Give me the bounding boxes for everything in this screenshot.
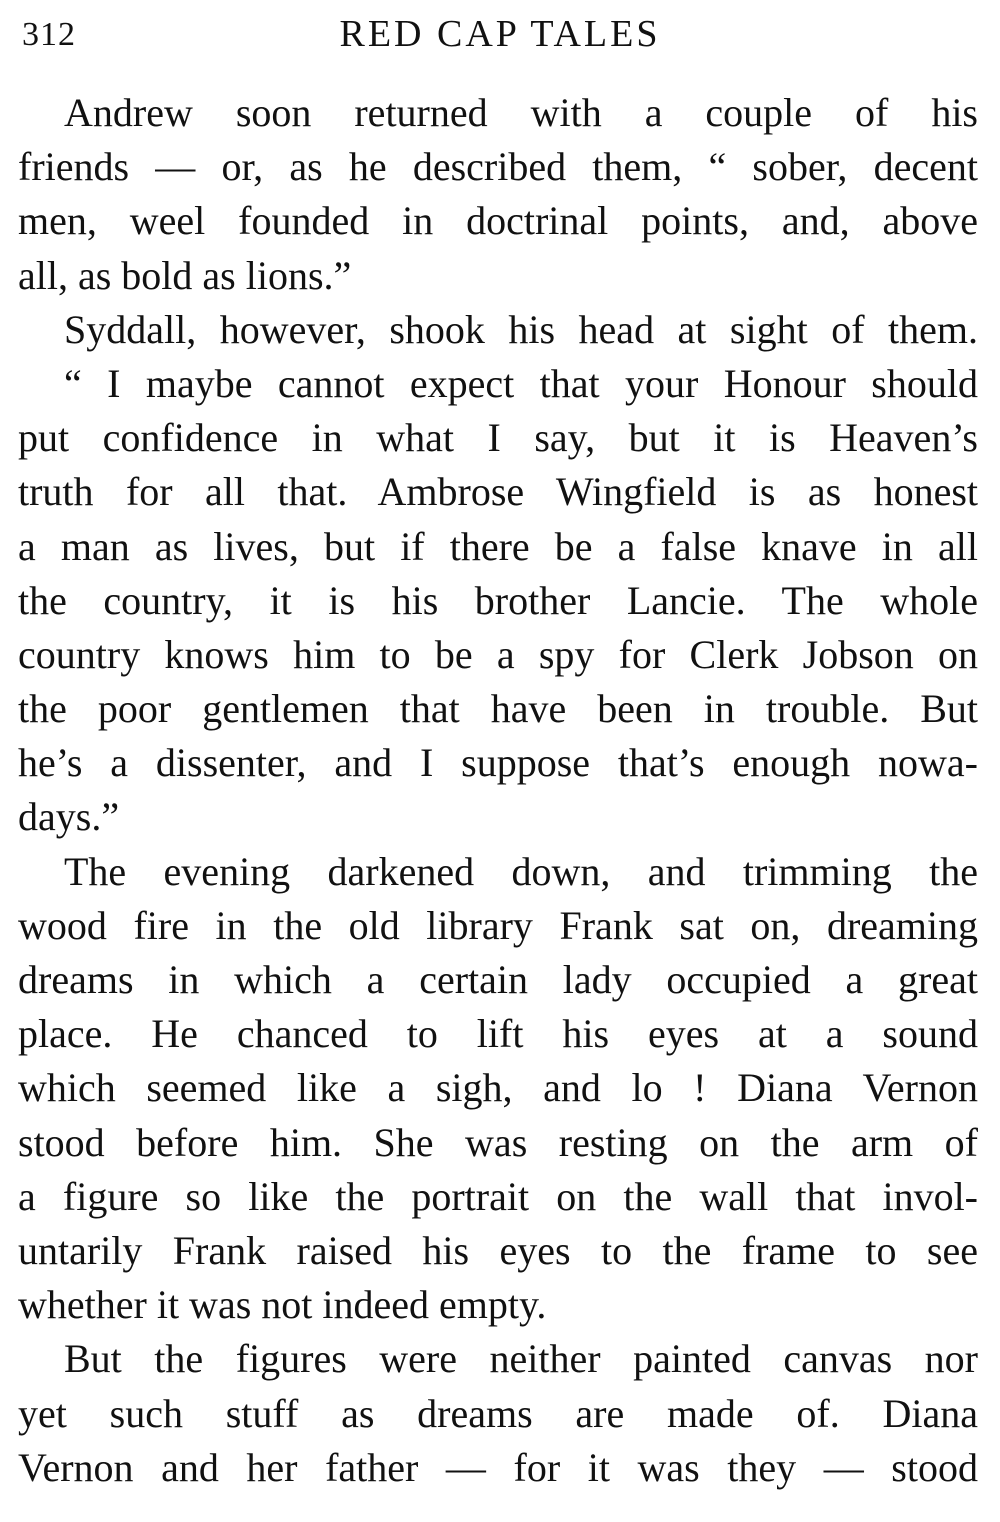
text-line: But the figures were neither painted canvas nor — [64, 1336, 978, 1382]
text-line: whether it was not indeed empty. — [18, 1282, 547, 1328]
text-line: a figure so like the portrait on the wall that invol- — [18, 1173, 978, 1219]
body-text — [18, 86, 978, 1495]
text-line: dreams in which a certain lady occupied a great — [18, 957, 978, 1002]
text-line: The evening darkened down, and trimming the — [64, 848, 978, 894]
text-line: Andrew soon returned with a couple of his — [64, 90, 978, 135]
text-line: wood fire in the old library Frank sat on, dreaming — [18, 902, 978, 948]
running-head: RED CAP TALES — [339, 13, 661, 55]
text-line: days.” — [18, 794, 120, 840]
text-line: yet such stuff as dreams are made of. Diana — [18, 1390, 978, 1436]
text-line: stood before him. She was resting on the arm of — [18, 1119, 978, 1165]
page-number: 312 — [22, 16, 76, 53]
text-line: friends — or, as he described them, “ sober, decent — [18, 144, 978, 190]
text-line: Vernon and her father — for it was they — stood — [18, 1444, 978, 1490]
text-line: which seemed like a sigh, and lo ! Diana Vernon — [18, 1065, 978, 1111]
text-line: the country, it is his brother Lancie. The whole — [18, 577, 978, 623]
text-line: the poor gentlemen that have been in trouble. But — [18, 686, 978, 732]
text-line: a man as lives, but if there be a false knave in all — [18, 523, 978, 569]
text-line: men, weel founded in doctrinal points, and, above — [18, 198, 978, 244]
text-line: country knows him to be a spy for Clerk Jobson on — [18, 631, 978, 677]
text-line: place. He chanced to lift his eyes at a sound — [18, 1011, 978, 1057]
text-line: Syddall, however, shook his head at sight of them. — [64, 306, 978, 352]
text-line: untarily Frank raised his eyes to the frame to see — [18, 1227, 978, 1273]
text-line: put confidence in what I say, but it is Heaven’s — [18, 415, 978, 461]
text-line: all, as bold as lions.” — [18, 252, 352, 298]
text-line: “ I maybe cannot expect that your Honour should — [64, 360, 978, 406]
text-line: he’s a dissenter, and I suppose that’s enough nowa- — [18, 740, 978, 786]
text-line: truth for all that. Ambrose Wingfield is as honest — [18, 469, 978, 515]
page-header — [22, 12, 978, 56]
